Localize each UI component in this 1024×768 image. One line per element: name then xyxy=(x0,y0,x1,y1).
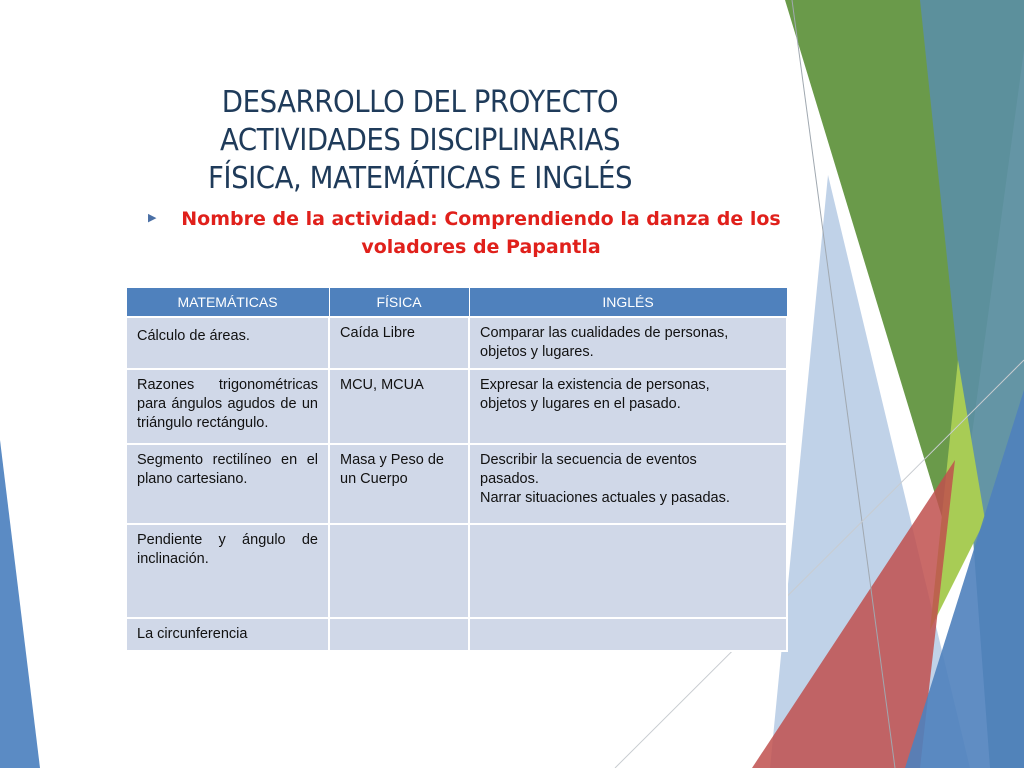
cell-matematicas: La circunferencia xyxy=(126,618,329,651)
triangle-bullet-icon: ▶ xyxy=(148,212,157,224)
cell-ingles xyxy=(469,317,787,369)
table-row xyxy=(126,317,787,369)
cell-ingles xyxy=(469,524,787,618)
cell-line: Comparar las cualidades de personas, xyxy=(480,325,729,341)
cell-fisica xyxy=(329,618,469,651)
cell-ingles xyxy=(469,618,787,651)
cell-ingles xyxy=(469,444,787,524)
cell-fisica xyxy=(329,524,469,618)
activity-name-line: voladores de Papantla xyxy=(361,236,601,258)
activity-name-line: Nombre de la actividad: Comprendiendo la danza de los xyxy=(181,208,781,230)
title-line: ACTIVIDADES DISCIPLINARIAS xyxy=(219,123,621,158)
cell-matematicas: Pendiente y ángulo de inclinación. xyxy=(126,524,329,618)
table-row xyxy=(126,618,787,651)
slide-title xyxy=(172,84,669,198)
cell-matematicas: Cálculo de áreas. xyxy=(126,317,329,369)
header-ingles: INGLÉS xyxy=(469,288,787,318)
cell-line: objetos y lugares en el pasado. xyxy=(480,396,681,412)
activity-bullet xyxy=(148,205,788,261)
table-row xyxy=(126,444,787,524)
deco-left-blue-strip xyxy=(0,440,40,768)
cell-fisica: Masa y Peso de un Cuerpo xyxy=(329,444,469,524)
title-line: DESARROLLO DEL PROYECTO xyxy=(221,85,619,120)
cell-line: objetos y lugares. xyxy=(480,344,594,360)
header-matematicas: MATEMÁTICAS xyxy=(126,288,329,318)
cell-matematicas: Razones trigonométricas para ángulos agudos de un triángulo rectángulo. xyxy=(126,369,329,444)
cell-line: Narrar situaciones actuales y pasadas. xyxy=(480,490,730,506)
header-fisica: FÍSICA xyxy=(329,288,469,318)
title-line: FÍSICA, MATEMÁTICAS E INGLÉS xyxy=(207,161,633,196)
activities-table xyxy=(125,287,788,652)
activity-name xyxy=(174,205,788,261)
cell-fisica: MCU, MCUA xyxy=(329,369,469,444)
cell-line: pasados. xyxy=(480,471,539,487)
table-row xyxy=(126,524,787,618)
cell-ingles xyxy=(469,369,787,444)
cell-matematicas: Segmento rectilíneo en el plano cartesiano. xyxy=(126,444,329,524)
table-row xyxy=(126,369,787,444)
cell-line: Describir la secuencia de eventos xyxy=(480,452,697,468)
cell-line: Expresar la existencia de personas, xyxy=(480,377,710,393)
cell-fisica: Caída Libre xyxy=(329,317,469,369)
table-header-row xyxy=(126,288,787,318)
